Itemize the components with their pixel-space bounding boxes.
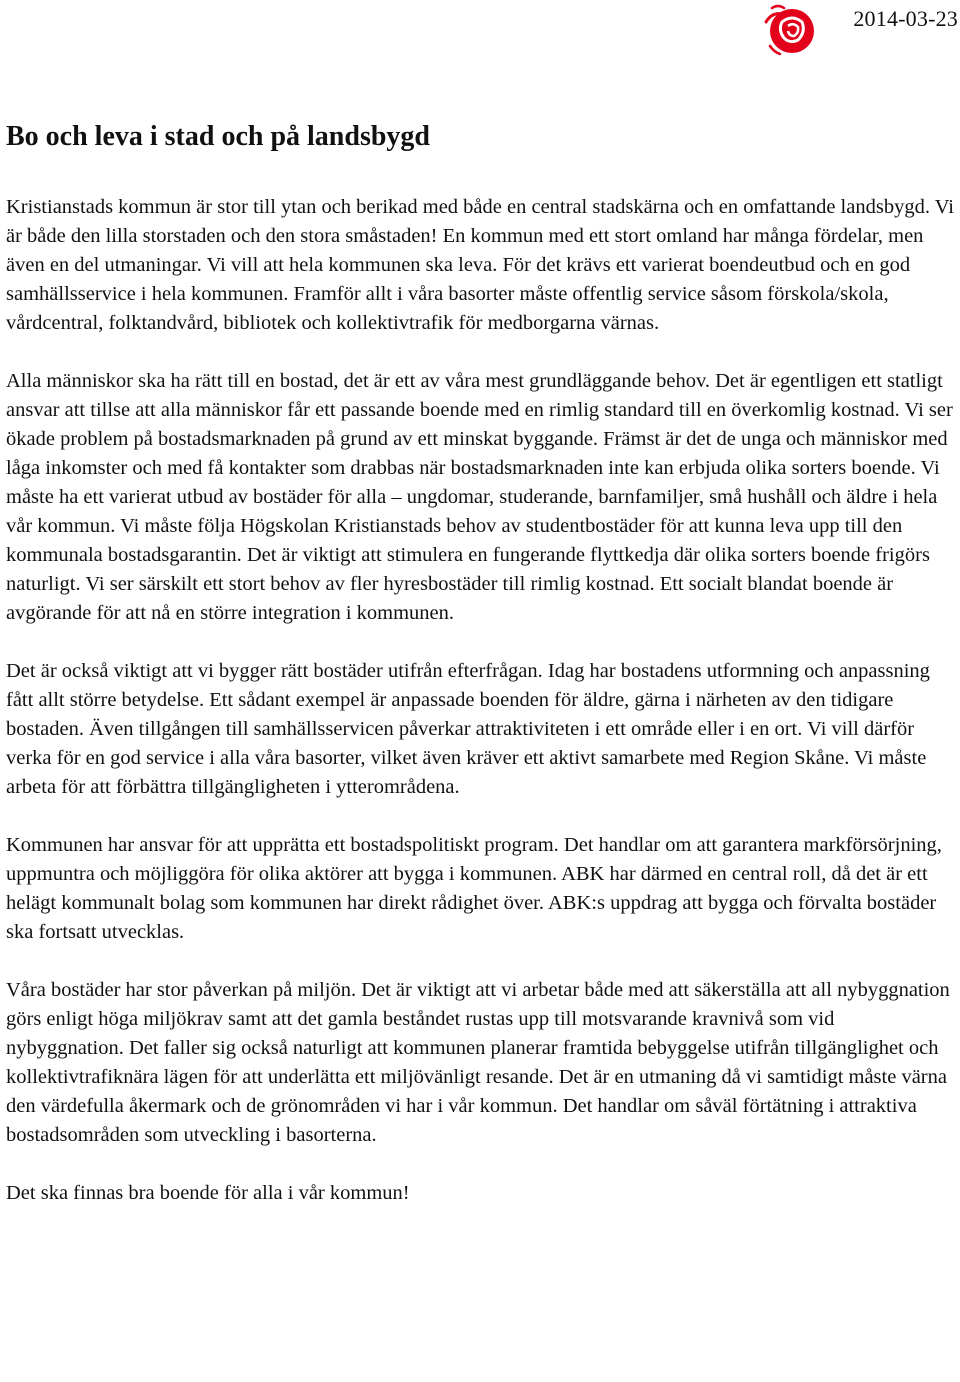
paragraph-5: Våra bostäder har stor påverkan på miljön. Det är viktigt att vi arbetar både med att säkerställa att all nybyggnation görs enligt höga miljökrav samt att det gamla beståndet rustas upp till motsvarande kravnivå som vid nybyggnation. Det faller sig också naturligt att kommunen planerar framtida bebyggelse utifrån tillgänglighet och kollektivtrafiknära lägen för att underlätta ett miljövänligt resande. Det är en utmaning då vi samtidigt måste värna den värdefulla åkermark och de grönområden vi har i vår kommun. Det handlar om såväl förtätning i attraktiva bostadsområden som utveckling i basorterna. xyxy=(6,979,950,1146)
paragraph-1: Kristianstads kommun är stor till ytan och berikad med både en central stadskärna och en omfattande landsbygd. Vi är både den lilla storstaden och den stora småstaden! En kommun med ett stort omland har många fördelar, men även en del utmaningar. Vi vill att hela kommunen ska leva. För det krävs ett varierat boendeutbud och en god samhällsservice i hela kommunen. Framför allt i våra basorter måste offentlig service såsom förskola/skola, vårdcentral, folktandvård, bibliotek och kollektivtrafik för medborgarna värnas. xyxy=(6,196,954,334)
paragraph-4: Kommunen har ansvar för att upprätta ett bostadspolitiskt program. Det handlar om att garantera markförsörjning, uppmuntra och möjliggöra för olika aktörer att bygga i kommunen. ABK har därmed en central roll, då det är ett helägt kommunalt bolag som kommunen har direkt rådighet över. ABK:s uppdrag att bygga och förvalta bostäder ska fortsatt utvecklas. xyxy=(6,834,942,943)
paragraph-3: Det är också viktigt att vi bygger rätt bostäder utifrån efterfrågan. Idag har bostadens utformning och anpassning fått allt större betydelse. Ett sådant exempel är anpassade boenden för äldre, gärna i närheten av den tidigare bostaden. Även tillgången till samhällsservicen påverkar attraktiviteten i ett område eller i en ort. Vi vill därför verka för en god service i alla våra basorter, vilket även kräver ett aktivt samarbete med Region Skåne. Vi måste arbeta för att förbättra tillgängligheten i ytterområdena. xyxy=(6,660,930,798)
rose-logo-icon xyxy=(762,2,818,58)
paragraph-2: Alla människor ska ha rätt till en bostad, det är ett av våra mest grundläggande behov. Det är egentligen ett statligt ansvar att tillse att alla människor får ett passande boende med en rimlig standard till en överkomlig kostnad. Vi ser ökade problem på bostadsmarknaden på grund av ett minskat byggande. Främst är det de unga och människor med låga inkomster och med få kontakter som drabbas när bostadsmarknaden inte kan erbjuda olika sorters boende. Vi måste ha ett varierat utbud av bostäder för alla – ungdomar, studerande, barnfamiljer, små hushåll och äldre i hela vår kommun. Vi måste följa Högskolan Kristianstads behov av studentbostäder för att kunna leva upp till den kommunala bostadsgarantin. Det är viktigt att stimulera en fungerande flyttkedja där olika sorters boende frigörs naturligt. Vi ser särskilt ett stort behov av fler hyresbostäder till rimlig kostnad. Ett socialt blandat boende är avgörande för att nå en större integration i kommunen. xyxy=(6,370,953,624)
page-title: Bo och leva i stad och på landsbygd xyxy=(6,121,430,152)
document-body xyxy=(6,193,956,1237)
paragraph-6: Det ska finnas bra boende för alla i vår kommun! xyxy=(6,1182,410,1204)
document-date: 2014-03-23 xyxy=(853,6,958,31)
